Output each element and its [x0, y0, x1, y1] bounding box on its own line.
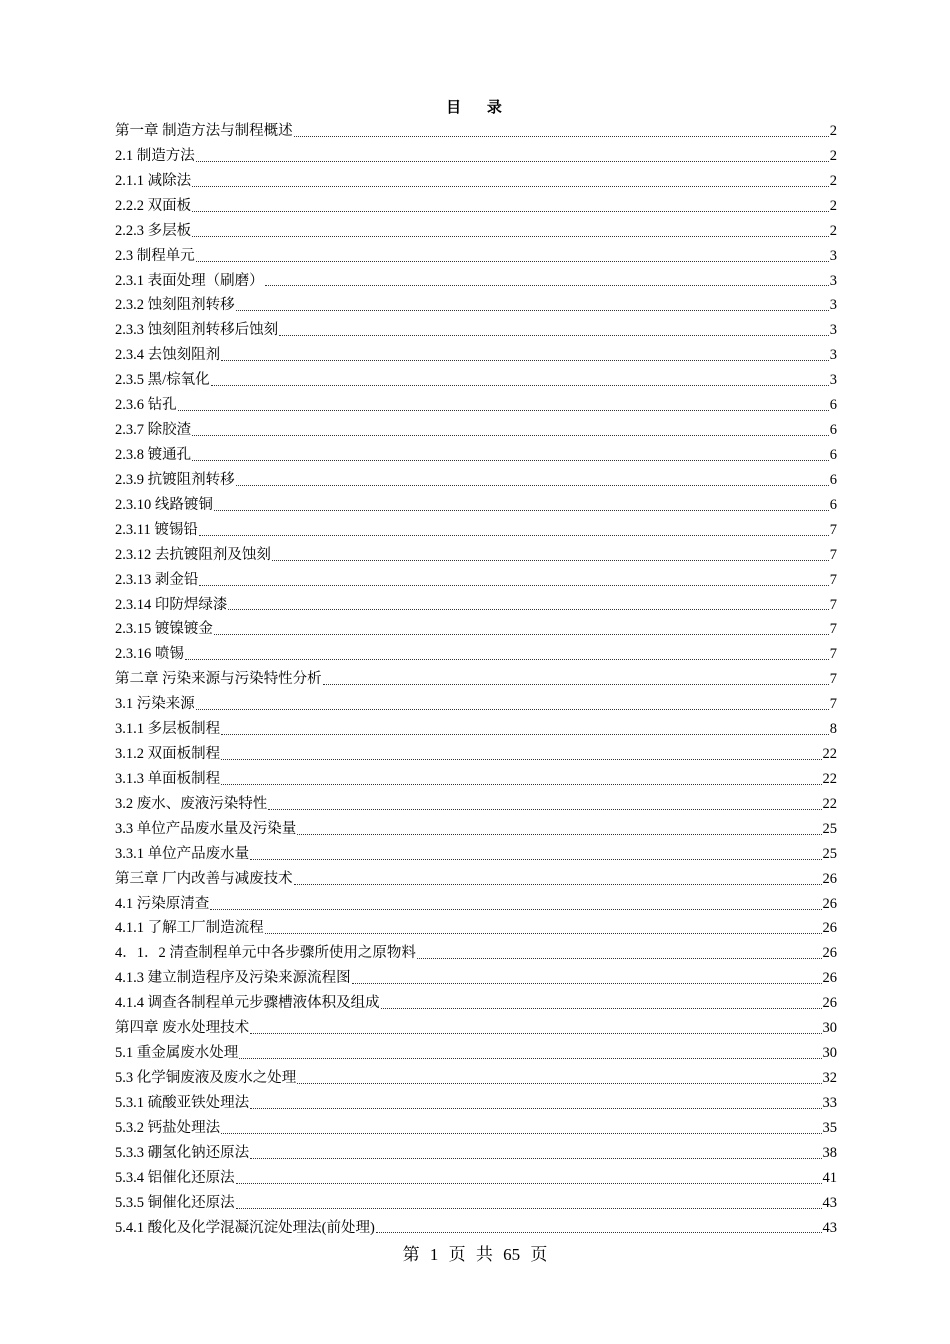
toc-entry-page-number: 6	[829, 422, 837, 439]
toc-entry-page-number: 6	[829, 446, 837, 463]
toc-entry-title: 5.3.3 硼氢化钠还原法	[115, 1144, 250, 1161]
toc-entry-page-number: 38	[822, 1144, 837, 1161]
toc-entry[interactable]	[115, 318, 837, 343]
toc-entry[interactable]	[115, 617, 837, 642]
toc-dot-leader	[239, 1058, 821, 1059]
toc-entry-page-number: 3	[829, 347, 837, 364]
toc-entry-title: 第四章 废水处理技术	[115, 1020, 250, 1037]
toc-entry[interactable]	[115, 518, 837, 543]
toc-dot-leader	[272, 560, 829, 561]
toc-entry-page-number: 26	[822, 995, 837, 1012]
toc-dot-leader	[221, 734, 829, 735]
toc-entry[interactable]	[115, 269, 837, 294]
toc-entry-title: 5.4.1 酸化及化学混凝沉淀处理法(前处理)	[115, 1219, 375, 1236]
toc-entry-title: 2.3.10 线路镀铜	[115, 496, 213, 513]
toc-entry-page-number: 7	[829, 671, 837, 688]
toc-entry-page-number: 3	[829, 247, 837, 264]
toc-entry[interactable]	[115, 1091, 837, 1116]
toc-entry-title: 2.2.2 双面板	[115, 197, 192, 214]
toc-entry-title: 3.1.1 多层板制程	[115, 721, 221, 738]
toc-entry-title: 5.3.5 铜催化还原法	[115, 1194, 235, 1211]
toc-entry-title: 3.1 污染来源	[115, 696, 195, 713]
toc-entry-title: 5.3.2 钙盐处理法	[115, 1119, 221, 1136]
page-footer: 第 1 页 共 65 页	[402, 1245, 548, 1264]
toc-entry-title: 2.3.15 镀镍镀金	[115, 621, 213, 638]
toc-entry-title: 3.1.3 单面板制程	[115, 770, 221, 787]
toc-entry-page-number: 2	[829, 222, 837, 239]
toc-entry[interactable]	[115, 941, 837, 966]
toc-entry[interactable]	[115, 742, 837, 767]
toc-entry-page-number: 6	[829, 397, 837, 414]
toc-dot-leader	[236, 1183, 822, 1184]
toc-entry-page-number: 6	[829, 496, 837, 513]
toc-entry[interactable]	[115, 144, 837, 169]
toc-dot-leader	[221, 1133, 821, 1134]
toc-dot-leader	[250, 1158, 821, 1159]
toc-dot-leader	[297, 834, 821, 835]
toc-entry-page-number: 3	[829, 272, 837, 289]
toc-entry[interactable]	[115, 219, 837, 244]
toc-entry[interactable]	[115, 667, 837, 692]
toc-entry-page-number: 43	[822, 1219, 837, 1236]
toc-dot-leader	[265, 285, 829, 286]
toc-entry[interactable]	[115, 568, 837, 593]
toc-entry-page-number: 7	[829, 696, 837, 713]
toc-entry-title: 2.1 制造方法	[115, 147, 195, 164]
toc-entry[interactable]	[115, 493, 837, 518]
toc-entry[interactable]	[115, 1116, 837, 1141]
toc-dot-leader	[236, 310, 829, 311]
toc-dot-leader	[192, 211, 829, 212]
toc-dot-leader	[196, 261, 829, 262]
toc-entry[interactable]	[115, 343, 837, 368]
toc-list	[115, 119, 837, 1240]
toc-entry-page-number: 33	[822, 1094, 837, 1111]
toc-entry-page-number: 30	[822, 1045, 837, 1062]
toc-entry-title: 第一章 制造方法与制程概述	[115, 122, 293, 139]
toc-dot-leader	[196, 709, 829, 710]
toc-dot-leader	[323, 684, 829, 685]
toc-entry-page-number: 3	[829, 297, 837, 314]
toc-entry-title: 2.3.1 表面处理（刷磨）	[115, 272, 264, 289]
toc-entry-page-number: 7	[829, 621, 837, 638]
toc-entry[interactable]	[115, 966, 837, 991]
toc-entry-page-number: 30	[822, 1020, 837, 1037]
toc-entry-title: 3.2 废水、废液污染特性	[115, 795, 268, 812]
toc-entry-page-number: 35	[822, 1119, 837, 1136]
toc-entry-title: 4．1．2 清查制程单元中各步骤所使用之原物料	[115, 945, 416, 962]
toc-entry-page-number: 22	[822, 746, 837, 763]
toc-entry[interactable]	[115, 892, 837, 917]
toc-entry-page-number: 7	[829, 596, 837, 613]
toc-entry[interactable]	[115, 792, 837, 817]
toc-dot-leader	[221, 360, 829, 361]
toc-entry[interactable]	[115, 692, 837, 717]
toc-dot-leader	[250, 1033, 821, 1034]
toc-entry-title: 2.3.7 除胶渣	[115, 422, 192, 439]
toc-entry-title: 2.3.6 钻孔	[115, 397, 177, 414]
toc-entry[interactable]	[115, 917, 837, 942]
toc-entry-title: 2.3.2 蚀刻阻剂转移	[115, 297, 235, 314]
toc-entry-page-number: 7	[829, 646, 837, 663]
toc-dot-leader	[236, 1208, 822, 1209]
toc-entry-title: 4.1.3 建立制造程序及污染来源流程图	[115, 970, 351, 987]
toc-dot-leader	[192, 236, 829, 237]
toc-dot-leader	[294, 136, 829, 137]
toc-entry-title: 2.3.13 剥金铅	[115, 571, 199, 588]
toc-entry[interactable]	[115, 1016, 837, 1041]
toc-dot-leader	[268, 809, 821, 810]
toc-entry[interactable]	[115, 194, 837, 219]
toc-entry-title: 3.3.1 单位产品废水量	[115, 845, 250, 862]
toc-entry[interactable]	[115, 1066, 837, 1091]
toc-dot-leader	[214, 634, 829, 635]
toc-dot-leader	[210, 909, 821, 910]
toc-dot-leader	[236, 485, 829, 486]
toc-entry-page-number: 26	[822, 895, 837, 912]
toc-entry[interactable]	[115, 1041, 837, 1066]
toc-entry-title: 2.3.8 镀通孔	[115, 446, 192, 463]
toc-entry[interactable]	[115, 991, 837, 1016]
toc-entry-title: 5.3.4 铝催化还原法	[115, 1169, 235, 1186]
toc-entry-title: 5.3.1 硫酸亚铁处理法	[115, 1094, 250, 1111]
toc-entry[interactable]	[115, 817, 837, 842]
toc-entry-title: 3.3 单位产品废水量及污染量	[115, 820, 297, 837]
toc-entry[interactable]	[115, 119, 837, 144]
toc-dot-leader	[178, 410, 829, 411]
toc-entry-title: 2.3.3 蚀刻阻剂转移后蚀刻	[115, 322, 279, 339]
toc-dot-leader	[381, 1008, 822, 1009]
toc-entry-title: 2.3.11 镀锡铅	[115, 521, 198, 538]
toc-dot-leader	[265, 933, 822, 934]
toc-dot-leader	[294, 884, 822, 885]
toc-entry-title: 2.3.16 喷锡	[115, 646, 184, 663]
toc-entry-page-number: 7	[829, 521, 837, 538]
toc-entry-page-number: 7	[829, 571, 837, 588]
toc-entry[interactable]	[115, 1166, 837, 1191]
toc-entry-page-number: 2	[829, 197, 837, 214]
toc-dot-leader	[228, 609, 828, 610]
toc-entry-page-number: 26	[822, 870, 837, 887]
toc-entry-title: 第三章 厂内改善与减废技术	[115, 870, 293, 887]
toc-entry-page-number: 32	[822, 1070, 837, 1087]
toc-entry[interactable]	[115, 468, 837, 493]
toc-entry-title: 2.1.1 减除法	[115, 172, 192, 189]
toc-entry-title: 2.3.12 去抗镀阻剂及蚀刻	[115, 546, 271, 563]
toc-dot-leader	[196, 161, 829, 162]
toc-entry-page-number: 8	[829, 721, 837, 738]
toc-entry[interactable]	[115, 867, 837, 892]
toc-entry-title: 2.2.3 多层板	[115, 222, 192, 239]
toc-dot-leader	[192, 435, 829, 436]
toc-entry-page-number: 26	[822, 970, 837, 987]
toc-entry[interactable]	[115, 1141, 837, 1166]
toc-entry-page-number: 22	[822, 770, 837, 787]
toc-dot-leader	[185, 659, 829, 660]
toc-dot-leader	[221, 759, 821, 760]
toc-entry-page-number: 22	[822, 795, 837, 812]
toc-dot-leader	[376, 1232, 822, 1233]
toc-entry-title: 4.1 污染原清查	[115, 895, 210, 912]
toc-entry-page-number: 43	[822, 1194, 837, 1211]
toc-dot-leader	[417, 958, 822, 959]
toc-entry-title: 5.3 化学铜废液及废水之处理	[115, 1070, 297, 1087]
toc-dot-leader	[199, 535, 829, 536]
toc-entry-title: 4.1.1 了解工厂制造流程	[115, 920, 264, 937]
toc-entry[interactable]	[115, 368, 837, 393]
toc-entry-page-number: 6	[829, 471, 837, 488]
toc-entry-title: 4.1.4 调查各制程单元步骤槽液体积及组成	[115, 995, 380, 1012]
toc-entry[interactable]	[115, 543, 837, 568]
toc-entry-title: 2.3.14 印防焊绿漆	[115, 596, 228, 613]
toc-entry[interactable]	[115, 593, 837, 618]
toc-entry[interactable]	[115, 642, 837, 667]
toc-title: 目 录	[446, 100, 504, 116]
toc-dot-leader	[250, 1108, 821, 1109]
toc-entry[interactable]	[115, 717, 837, 742]
toc-entry-title: 第二章 污染来源与污染特性分析	[115, 671, 322, 688]
toc-entry-page-number: 41	[822, 1169, 837, 1186]
toc-entry[interactable]	[115, 293, 837, 318]
toc-dot-leader	[214, 510, 829, 511]
toc-entry-page-number: 25	[822, 820, 837, 837]
toc-entry-title: 2.3.4 去蚀刻阻剂	[115, 347, 221, 364]
toc-dot-leader	[211, 385, 829, 386]
toc-entry-page-number: 2	[829, 147, 837, 164]
toc-dot-leader	[192, 186, 829, 187]
toc-entry-page-number: 3	[829, 372, 837, 389]
toc-dot-leader	[279, 335, 829, 336]
toc-entry[interactable]	[115, 443, 837, 468]
toc-entry[interactable]	[115, 244, 837, 269]
toc-dot-leader	[352, 983, 822, 984]
toc-entry[interactable]	[115, 1216, 837, 1241]
toc-entry[interactable]	[115, 842, 837, 867]
toc-entry-page-number: 2	[829, 172, 837, 189]
toc-entry-page-number: 3	[829, 322, 837, 339]
toc-entry-title: 2.3.9 抗镀阻剂转移	[115, 471, 235, 488]
toc-entry[interactable]	[115, 767, 837, 792]
toc-dot-leader	[221, 784, 821, 785]
toc-entry-title: 2.3.5 黑/棕氧化	[115, 372, 210, 389]
toc-entry-title: 5.1 重金属废水处理	[115, 1045, 239, 1062]
toc-dot-leader	[192, 460, 829, 461]
toc-entry[interactable]	[115, 418, 837, 443]
toc-entry[interactable]	[115, 169, 837, 194]
toc-dot-leader	[199, 585, 828, 586]
toc-entry-page-number: 7	[829, 546, 837, 563]
toc-entry-title: 3.1.2 双面板制程	[115, 746, 221, 763]
toc-dot-leader	[250, 859, 821, 860]
toc-entry-title: 2.3 制程单元	[115, 247, 195, 264]
toc-dot-leader	[297, 1083, 821, 1084]
toc-entry-page-number: 25	[822, 845, 837, 862]
toc-entry[interactable]	[115, 393, 837, 418]
toc-entry-page-number: 2	[829, 122, 837, 139]
toc-entry-page-number: 26	[822, 920, 837, 937]
toc-entry-page-number: 26	[822, 945, 837, 962]
toc-entry[interactable]	[115, 1191, 837, 1216]
